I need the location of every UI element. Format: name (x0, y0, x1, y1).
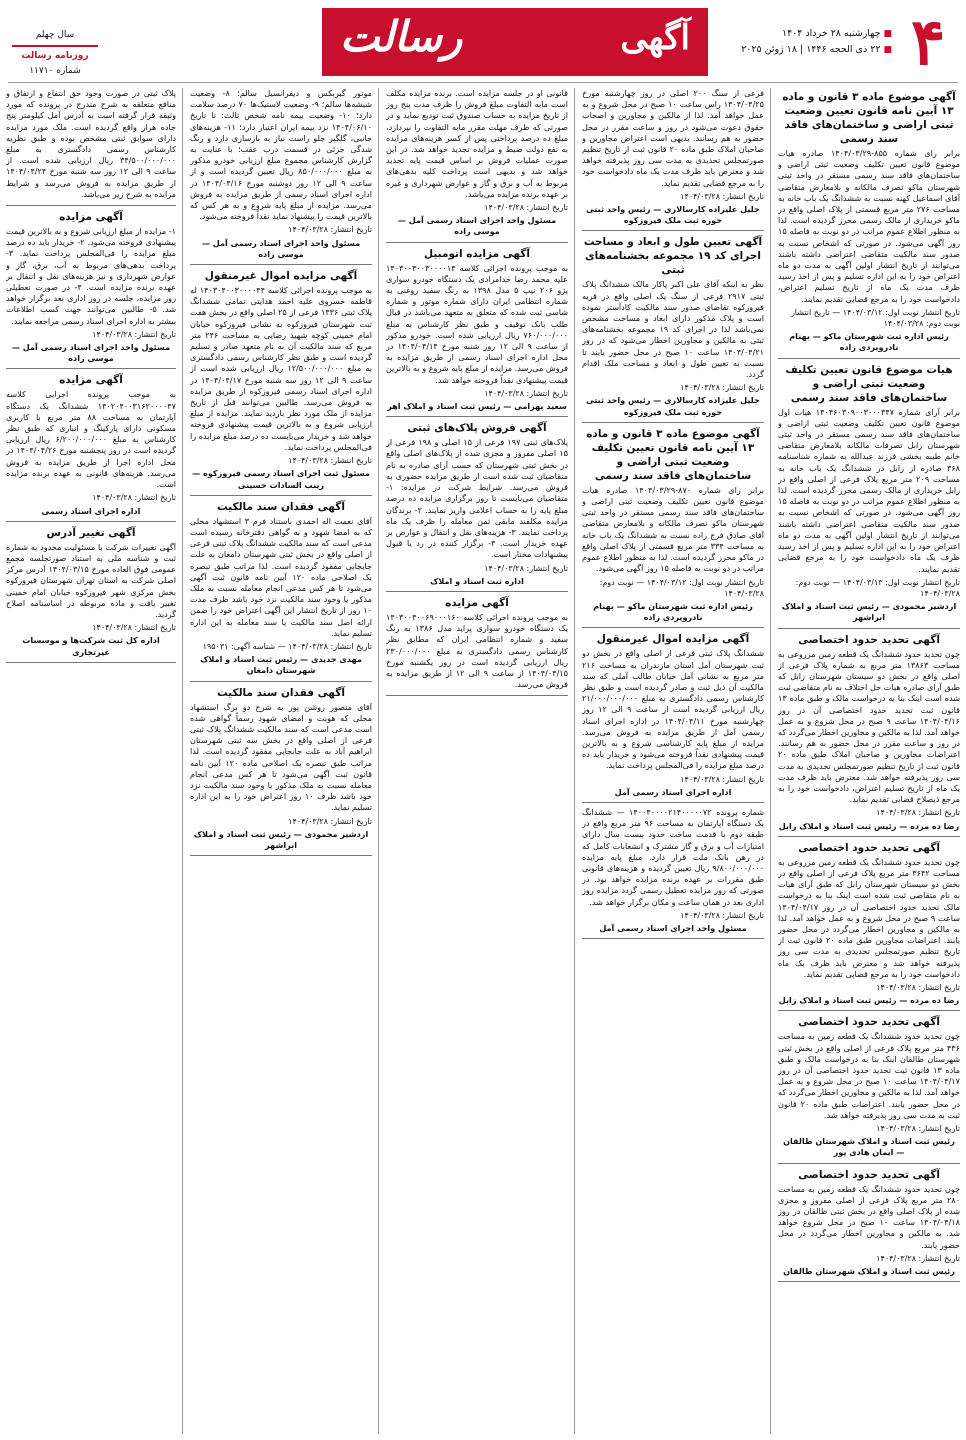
ad-body: آقای نعمت اله احمدی باستناد فرم ۳ استشهاد محلی که به امضا شهود و به گواهی دفترخانه رسیده است مدعی است که سند مالکیت ششدانگ پلاک ثبتی فرعی از اصلی واقع در بخش ثبتی شهرستان دامغان به علت جابجایی مفقود گردیده است. لذا مراتب طبق تبصره یک اصلاحی ماده ۱۲۰ آیین نامه قانون ثبت آگهی می‌شود تا هر کس مدعی انجام معامله نسبت به ملک مذکور یا وجود سند مالکیت نزد خود باشد ظرف مدت ۱۰ روز از تاریخ انتشار این آگهی اعتراض خود را ضمن ارائه اصل سند مالکیت یا سند معامله به این اداره تسلیم نماید. (190, 515, 372, 638)
ad-body: چون تحدید حدود ششدانگ یک قطعه زمین به مساحت ۲۸۰ متر مربع پلاک فرعی از اصلی مفروز و مجزی شده از پلاک اصلی واقع در بخش ثبتی طالقان در روز ۱۴۰۴/۰۴/۱۸ ساعت ۱۰ صبح در محل شروع خواهد شد. به مالکین و مجاورین اخطار می‌گردد در محل حضور یابند. (778, 1183, 960, 1250)
ad-body: چون تحدید حدود ششدانگ یک قطعه زمین به مساحت ۴۳۶ متر مربع پلاک فرعی از اصلی واقع در بخش ثبتی شهرستان طالقان اینک بنا به درخواست مالک و طبق ماده ۱۳ قانون ثبت تحدید حدود اختصاصی آن در روز ۱۴۰۴/۰۴/۱۷ ساعت ۱۰ صبح در محل شروع و به عمل خواهد آمد. لذا به مالکین و مجاورین اخطار می‌گردد که در محل حضور یابند. اعتراضات طبق ماده ۲۰ قانون ثبت به مدت سی روز پذیرفته خواهد شد. (778, 1031, 960, 1120)
ad-body: پلاک‌های ثبتی ۱۹۷ فرعی از ۱۵ اصلی و ۱۹۸ فرعی از ۱۵ اصلی مفروز و مجزی شده از پلاک‌های اصلی واقع در بخش ثبتی شهرستان که حسب آرای صادره به نام متقاضیان ثبت شده است از طریق مزایده حضوری به فروش می‌رسد. شرایط شرکت در مزایده: ۱- متقاضیان می‌بایست تا روز برگزاری مزایده ده درصد مبلغ پایه را به حساب اعلامی واریز نمایند. ۲- برندگان مزایده مکلفند مابقی ثمن معامله را ظرف یک ماه پرداخت نمایند. ۳- هزینه‌های نقل و انتقال و عوارض بر عهده خریدار است. ۴- برگزار کننده در رد یا قبول پیشنهادات مختار است. (386, 437, 568, 560)
ad-block (778, 363, 960, 629)
ad-body: برابر رای شماره ۸۵۵-۱۴۰۴/۰۳/۲۹ صادره هیات موضوع قانون تعیین تکلیف وضعیت ثبتی اراضی و ساختمان‌های فاقد سند رسمی مستقر در واحد ثبتی شهرستان ماکو تصرف مالکانه و بلامعارض متقاضی آقای اسماعیل کهنه نسبت به ششدانگ یک باب خانه به مساحت ۲۷۶ متر مربع قسمتی از پلاک اصلی واقع در ماکو خریداری از مالک رسمی محرز گردیده است. لذا به منظور اطلاع عموم مراتب در دو نوبت به فاصله ۱۵ روز آگهی می‌شود. در صورتی که اشخاص نسبت به صدور سند مالکیت متقاضی اعتراضی داشته باشند می‌توانند از تاریخ انتشار اولین آگهی به مدت دو ماه اعتراض خود را به این اداره تسلیم و پس از اخذ رسید ظرف مدت یک ماه از تاریخ تسلیم اعتراض، دادخواست خود را به مرجع قضایی تقدیم نمایند. (778, 148, 960, 304)
ad-date: تاریخ انتشار: ۱۴۰۴/۰۳/۲۸ (876, 983, 960, 992)
ad-title: آگهی مزایده (445, 596, 509, 609)
ad-block (6, 373, 176, 521)
ad-date: تاریخ انتشار: ۱۴۰۴/۰۳/۲۸ (876, 1124, 960, 1134)
ad-title: آگهی تغییر آدرس (46, 526, 136, 539)
ad-body: به موجب پرونده اجرائی کلاسه ۱۴۰۳۰۰۴۰۰۶۹۰۰۰۱۶۰ یک دستگاه خودرو سواری پراید مدل ۱۳۸۶ به رنگ سفید و شماره انتظامی ایران که مطابق نظر کارشناس رسمی دادگستری به مبلغ ۲۳۰/۰۰۰/۰۰۰ ریال ارزیابی گردیده است در روز یکشنبه مورخ ۱۴۰۴/۰۴/۱۵ از ساعت ۹ الی ۱۲ از طریق مزایده به فروش می‌رسد. (386, 611, 568, 690)
newspaper-logo: رسالت (340, 12, 463, 61)
ad-block (582, 807, 764, 939)
ad-title: هیات موضوع قانون تعیین تکلیف وضعیت ثبتی اراضی و ساختمان‌های فاقد سند رسمی (785, 363, 953, 404)
ad-body: به موجب پرونده اجرائی کلاسه ۱۴۰۳۰۴۰۰۳۰۰۰۰۴۴ له قاطمه خسروی علیه احمد هدایتی تمامی ششدانگ پلاک ثبتی ۱۴۳۶ فرعی از ۲۵ اصلی واقع در بخش هفت ثبت شهرستان فیروزکوه به نشانی فیروزکوه خیابان امام خمینی کوچه شهید رضایی به مساحت ۲۴۶ متر مربع که سند مالکیت آن به نام متعهد صادر و تسلیم گردیده است و طبق نظر کارشناس رسمی دادگستری به مبلغ ۱۲/۵۰۰/۰۰۰/۰۰۰ ریال ارزیابی شده است از ساعت ۹ الی ۱۲ روز سه شنبه مورخ ۱۴۰۴/۰۴/۱۷ در اداره اجرای اسناد رسمی فیروزکوه از طریق مزایده به فروش می‌رسد. طالبین می‌توانند قبل از تاریخ مزایده از ملک مورد نظر بازدید نمایند. مزایده از مبلغ ارزیابی شروع و به بالاترین قیمت پیشنهادی فروخته خواهد شد و خریدار می‌بایست ده درصد مبلغ مزایده را فی‌المجلس پرداخت نماید. (190, 285, 372, 452)
ad-body: به موجب پرونده اجرایی کلاسه ۱۴۰۲۰۴۰۰۳۱۶۲۰۰۰۰۴۷ ششدانگ یک دستگاه آپارتمان به مساحت ۸۸ متر مربع با کاربری مسکونی دارای پارکینگ و انباری که طبق نظر کارشناس به مبلغ ۶/۲۰۰/۰۰۰/۰۰۰ ریال ارزیابی گردیده است در روز پنجشنبه مورخ ۱۴۰۴/۰۴/۲۶ در محل اداره اجرا از طریق مزایده به فروش می‌رسد. هزینه‌های قانونی به عهده برنده مزایده است. (6, 389, 176, 490)
ad-signature: رضا ده مرده — رئیس ثبت اسناد و املاک زابل (778, 995, 960, 1006)
ad-signature: سعید بهرامی — رئیس ثبت اسناد و املاک اهر (387, 401, 567, 412)
ad-date: تاریخ انتشار: ۱۴۰۴/۰۳/۲۸ (92, 493, 176, 503)
ad-title: آگهی فقدان سند مالکیت (217, 500, 345, 513)
edition-box (12, 28, 98, 76)
ad-signature: رئیس ثبت اسناد و املاک شهرستان طالقان — ایمان هادی پور (783, 1136, 955, 1158)
newspaper-header (0, 0, 966, 82)
edition-brand: روزنامه رسالت (21, 51, 89, 61)
ad-block (386, 421, 568, 592)
ad-body: ۱- مزایده از مبلغ ارزیابی شروع و به بالاترین قیمت پیشنهادی فروخته می‌شود. ۲- خریدار باید ده درصد مبلغ مزایده را فی‌المجلس پرداخت نماید. ۳- پرداخت بدهی‌های مربوط به آب، برق، گاز و عوارض شهرداری و نیز هزینه‌های نقل و انتقال بر عهده برنده مزایده است. ۴- در صورت تعطیلی روز مزایده، جلسه در روز اداری بعد برگزار خواهد شد. ۵- طالبین می‌توانند جهت کسب اطلاعات بیشتر به اداره اجرای اسناد رسمی مراجعه نمایند. (6, 226, 176, 326)
ad-title: آگهی تحدید حدود اختصاصی (798, 841, 940, 854)
ad-body: آگهی تغییرات شرکت با مسئولیت محدود به شماره ثبت و شناسه ملی به استناد صورتجلسه مجمع عمومی فوق العاده مورخ ۱۴۰۴/۰۳/۱۵ آدرس مرکز اصلی شرکت به استان تهران شهرستان فیروزکوه بخش مرکزی شهر فیروزکوه خیابان امام خمینی تغییر یافت و ماده مربوطه در اساسنامه اصلاح گردید. (6, 541, 176, 619)
ad-signature: اداره اجرای اسناد رسمی (41, 505, 141, 516)
ad-body: شماره پرونده ۱۴۰۰۴۰۰۰۰۲۱۴۰۰۰۰۰۷۲ — ششدانگ یک دستگاه آپارتمان به مساحت ۹۶ متر مربع واقع در طبقه دوم با قدمت ساخت حدود بیست سال دارای امتیازات آب و برق و گاز مشترک و انشعابات کامل که در رهن بانک ملت قرار دارد. مبلغ پایه مزایده ۹/۸۰۰/۰۰۰/۰۰۰ ریال تعیین گردیده و هزینه‌های قانونی طبق مقررات بر عهده برنده مزایده خواهد بود. در صورتی که روز مزایده تعطیل رسمی گردد مزایده روز اداری بعد در همان ساعت و مکان برگزار خواهد شد. (582, 806, 764, 907)
bullet-icon: ■ (883, 29, 892, 39)
ad-date: تاریخ انتشار: ۱۴۰۴/۰۳/۲۸ (484, 388, 568, 398)
ad-signature: اداره کل ثبت شرکت‌ها و موسسات غیرتجاری (22, 635, 160, 657)
ad-body: فرعی از سنگ ۲۰۰ اصلی در روز چهارشنبه مورخ ۱۴۰۴/۰۴/۲۵ راس ساعت ۱۰ صبح در محل شروع و به عمل خواهد آمد. لذا از مالکین و مجاورین و اصحاب حقوق دعوت می‌شود در روز و ساعت مقرر در محل حضور به هم رسانند. بدیهی است اعتراض مجاورین و صاحبان املاک طبق ماده ۲۰ قانون ثبت از تاریخ تنظیم صورتمجلس تحدیدی به مدت سی روز پذیرفته خواهد شد و معترض باید ظرف مدت یک ماه دادخواست خود را به مرجع قضایی تقدیم نماید. (582, 88, 764, 188)
ad-date: تاریخ انتشار: ۱۴۰۴/۰۳/۲۸ (92, 623, 176, 633)
ad-date: تاریخ انتشار: ۱۴۰۴/۰۳/۲۸ (484, 203, 568, 213)
ad-body: قانونی او در جلسه مزایده است. برنده مزایده مکلف است مابه التفاوت مبلغ فروش را ظرف مدت پنج روز از تاریخ مزایده به حساب صندوق ثبت تودیع نماید و در صورتی که ظرف مهلت مقرر مابه التفاوت را نپردازد، مبلغ ده درصد پرداختی پس از کسر هزینه‌های مزایده به نفع دولت ضبط و مزایده تجدید خواهد شد. در این صورت عملیات فروش بر اساس قیمت پایه تجدید خواهد شد و بدیهی است پرداخت کلیه بدهی‌های مربوط به آب و برق و گاز و عوارض شهرداری و غیره بر عهده برنده مزایده می‌باشد. (386, 88, 568, 199)
ad-signature: رئیس ثبت اسناد و املاک شهرستان طالقان (783, 1266, 955, 1277)
ad-body: آقای منصور روشن پور به شرح دو برگ استشهاد محلی که هویت و امضای شهود رسماً گواهی شده است مدعی است که سند مالکیت ششدانگ پلاک ثبتی فرعی از اصلی واقع در بخش سه ثبتی شهرستان ابراهیم آباد به علت جابجایی مفقود گردیده است. لذا مراتب طبق تبصره یک اصلاحی ماده ۱۲۰ آیین نامه قانون ثبت آگهی می‌شود تا هر کس مدعی انجام معامله نسبت به ملک مذکور یا وجود سند مالکیت نزد خود باشد ظرف ۱۰ روز اعتراض خود را به این اداره تسلیم نماید. (190, 701, 372, 813)
edition-number: شماره ۱۱۷۱۰ (29, 66, 81, 76)
ad-body: به موجب پرونده اجرائی کلاسه ۱۴۰۳۰۰۴۰۰۳۰۰۰۰۱۴ علیه محمد رضا خدامرادی یک دستگاه خودرو سواری پژو ۲۰۶ تیپ ۵ مدل ۱۳۹۸ به رنگ سفید روغنی به شماره انتظامی ایران دارای شماره موتور و شماره شاسی ثبت شده که متعلق به متعهد می‌باشد در قبال طلب بانک توقیف و طبق نظر کارشناس به مبلغ ۷۶۰/۰۰۰/۰۰۰ ریال ارزیابی شده است. خودرو مذکور از ساعت ۹ الی ۱۲ روز شنبه مورخ ۱۴۰۴/۰۴/۱۴ در محل اداره اجرای اسناد رسمی از طریق مزایده به فروش می‌رسد. مزایده از مبلغ پایه شروع و به بالاترین قیمت پیشنهادی نقداً فروخته خواهد شد. (386, 262, 568, 385)
date-block (693, 5, 958, 80)
ad-date: تاریخ انتشار نوبت اول: ۱۴۰۴/۰۳/۱۲ — تاریخ انتشار نوبت دوم: ۱۴۰۴/۰۳/۲۸ (790, 307, 960, 329)
ad-block (6, 210, 176, 369)
ad-body: موتور گیربکس و دیفرانسیل سالم؛ ۸- وضعیت شیشه‌ها سالم؛ ۹- وضعیت لاستیک‌ها ۷۰ درصد سلامت دارد؛ ۱۰- وضعیت بیمه نامه شخص ثالث: تا تاریخ ۱۴۰۴/۰۶/۱۰ نزد بیمه ایران اعتبار دارد؛ ۱۱- هزینه‌های جانبی، گلگیر جلو راست نیاز به بازسازی دارد و رنگ شدگی جزئی در قسمت درب عقب؛ با عنایت به گزارش کارشناس مجموع مبلغ ارزیابی خودرو مذکور به مبلغ ۸۵۰/۰۰۰/۰۰۰ ریال تعیین گردیده است و از ساعت ۹ الی ۱۲ روز دوشنبه مورخ ۱۴۰۴/۰۴/۱۶ در اداره اجرای اسناد رسمی از طریق مزایده به فروش می‌رسد. مزایده از مبلغ پایه شروع و به هر کس که بالاترین قیمت را پیشنهاد نماید نقداً فروخته می‌شود. (190, 88, 372, 222)
column-divider (574, 88, 575, 1434)
bullet-icon: ■ (883, 45, 892, 55)
ad-block (778, 1015, 960, 1163)
ad-block (6, 526, 176, 663)
ad-block (582, 427, 764, 628)
column-divider (378, 88, 379, 1434)
column-1 (778, 88, 960, 1434)
ad-block (582, 88, 764, 231)
ad-signature: مهدی جدیدی — رئیس ثبت اسناد و املاک شهرستان دامغان (200, 654, 362, 676)
ad-title: آگهی موضوع ماده ۳ قانون و ماده ۱۳ آیین نامه قانون تعیین تکلیف وضعیت ثبتی اراضی و ساختمان‌های فاقد سند رسمی (586, 427, 760, 482)
ad-body: چون تحدید حدود ششدانگ یک قطعه زمین مزروعی به مساحت ۳۶۴۲ متر مربع پلاک فرعی از اصلی واقع در بخش دو سیستان شهرستان زابل که طبق آرای هیات به نام متقاضی ثبت شده است اینک بنا به درخواست مالک تحدید حدود اختصاصی آن در روز ۱۴۰۴/۰۴/۱۷ ساعت ۹ صبح در محل شروع و به عمل خواهد آمد. لذا به مالکین و مجاورین اخطار می‌گردد در محل حضور یابند. اعتراضات مجاورین طبق ماده ۲۰ قانون ثبت از تاریخ تنظیم صورتمجلس تحدیدی به مدت سی روز پذیرفته خواهد شد و معترض باید ظرف یک ماه دادخواست خود را به مرجع قضایی تقدیم نماید. (778, 856, 960, 979)
ad-block (386, 88, 568, 243)
ad-title: آگهی مزایده اموال غیرمنقول (596, 633, 750, 646)
ad-date: تاریخ انتشار: ۱۴۰۴/۰۳/۲۸ (680, 910, 764, 920)
date-line-1: چهارشنبه ۲۸ خرداد ۱۴۰۴ (782, 28, 881, 39)
section-banner (322, 8, 708, 76)
date-line-2: ۲۲ ذی الحجه ۱۴۴۶ | ۱۸ ژوئن ۲۰۲۵ (741, 44, 881, 55)
ad-signature: جلیل علیزاده کارسالاری — رئیس واحد ثبتی حوزه ثبت ملک فیروزکوه (586, 395, 760, 417)
ad-block (778, 841, 960, 1012)
ad-date: تاریخ انتشار: ۱۴۰۴/۰۳/۲۸ (876, 1253, 960, 1263)
ad-signature: مسئول ثبت اجرای اسناد رسمی فیروزکوه — زینب السادات حسینی (192, 468, 370, 490)
ad-signature: اردشیر محمودی — رئیس ثبت اسناد و املاک ابراشهر (781, 601, 957, 623)
ad-block (190, 269, 372, 496)
section-title: آگهی (620, 18, 690, 58)
column-4 (190, 88, 372, 1434)
ad-date: تاریخ انتشار: ۱۴۰۴/۰۳/۲۸ (288, 816, 372, 826)
ad-date: تاریخ انتشار: ۱۴۰۴/۰۳/۲۸ (876, 808, 960, 818)
column-2 (582, 88, 764, 1434)
ad-date: تاریخ انتشار: ۱۴۰۴/۰۳/۲۸ (680, 774, 764, 784)
ad-block (190, 500, 372, 682)
ad-body: ششدانگ پلاک ثبتی فرعی از اصلی واقع در بخش دو ثبت شهرستان آمل استان مازندران به مساحت ۲۱۶ متر مربع به نشانی آمل خیابان طالب آملی که سند مالکیت آن ذیل ثبت و صادر گردیده است و طبق نظر کارشناس رسمی دادگستری به مبلغ ۲۱/۰۰۰/۰۰۰/۰۰۰ ریال ارزیابی گردیده است از ساعت ۹ الی ۱۲ روز چهارشنبه مورخ ۱۴۰۴/۰۴/۱۱ در اداره اجرای اسناد رسمی آمل از طریق مزایده به فروش می‌رسد. مزایده از مبلغ پایه کارشناسی شروع و به بالاترین قیمت پیشنهادی نقداً فروخته می‌شود و خریدار باید ده درصد مبلغ مزایده را فی‌المجلس پرداخت نماید. (582, 648, 764, 771)
ad-signature: رضا ده مرده — رئیس ثبت اسناد و املاک زابل (778, 820, 960, 831)
ad-signature: مسئول واحد اجرای اسناد رسمی آمل — موسی زاده (397, 215, 557, 237)
ad-signature: مسئول واحد اجرای اسناد رسمی آمل — موسی زاده (11, 342, 171, 364)
ad-body: چون تحدید حدود ششدانگ یک قطعه زمین مزروعی به مساحت ۱۳۸۶۳ متر مربع به شماره پلاک فرعی از اصلی واقع در بخش دو سیستان شهرستان زابل که طبق آرای صادره هیات حل اختلاف به نام متقاضی ثبت شده است اینک بنا به درخواست مالک و طبق ماده ۱۳ قانون ثبت تحدید حدود اختصاصی آن در روز ۱۴۰۴/۰۴/۱۶ ساعت ۹ صبح در محل شروع و به عمل خواهد آمد. لذا به مالکین و مجاورین اخطار می‌گردد که در روز و ساعت مقرر در محل حضور به هم رسانند. اعتراضات مجاورین و صاحبان املاک طبق ماده ۲۰ قانون ثبت از تاریخ تنظیم صورتمجلس تحدیدی به مدت سی روز پذیرفته خواهد شد. معترض باید ظرف مدت یک ماه از تاریخ تسلیم اعتراض، دادخواست خود را به مرجع ذیصلاح قضایی تقدیم نماید. (778, 648, 960, 805)
ad-signature: اداره اجرای اسناد رسمی آمل (614, 786, 732, 797)
ad-signature: اردشیر محمودی — رئیس ثبت اسناد و املاک ابراشهر (193, 828, 369, 850)
divider (12, 45, 98, 47)
ad-date: تاریخ انتشار: ۱۴۰۴/۰۳/۲۸ (92, 329, 176, 339)
ad-title: آگهی تعیین طول و ابعاد و مساحت اجرای کد ۱۹ مجموعه بخشنامه‌های ثبتی (583, 236, 763, 277)
ad-block (190, 88, 372, 265)
ad-body: پلاک ثبتی در صورت وجود حق انتفاع و ارتفاق و منافع متعلقه به شرح مندرج در پرونده که مورد وثیقه قرار گرفته است به آدرس آمل کیلومتر پنج جاده هراز واقع گردیده است. ملک مورد مزایده دارای سوابق ثبتی مشخص بوده و طبق نظریه کارشناس رسمی دادگستری به مبلغ ۳۴/۵۰۰/۰۰۰/۰۰۰ ریال ارزیابی شده است. از ساعت ۹ الی ۱۲ روز سه شنبه مورخ ۱۴۰۴/۰۴/۲۴ از طریق مزایده به فروش می‌رسد و شرایط مزایده به شرح زیر می‌باشد. (6, 88, 176, 199)
date-lines (692, 26, 892, 58)
ad-block (778, 1168, 960, 1283)
ads-columns (6, 88, 960, 1434)
ad-block (6, 88, 176, 206)
edition-year: سال چهلم (35, 30, 75, 40)
ad-title: آگهی موضوع ماده ۳ قانون و ماده ۱۳ آیین نامه قانون تعیین وضعیت ثبتی اراضی و ساختمان‌های فاقد سند رسمی (782, 91, 956, 145)
ad-block (778, 90, 960, 359)
ad-body: برابر رای شماره ۸۷۰-۱۴۰۴/۰۳/۲۹ صادره هیات موضوع قانون تعیین تکلیف وضعیت ثبتی اراضی و ساختمان‌های فاقد سند رسمی مستقر در واحد ثبتی شهرستان ماکو تصرف مالکانه و بلامعارض متقاضی آقای صادق فرج زاده نسبت به ششدانگ یک باب خانه به مساحت ۳۳۴ متر مربع قسمتی از پلاک اصلی واقع در ماکو محرز گردیده است. لذا به منظور اطلاع عموم مراتب در دو نوبت به فاصله ۱۵ روز آگهی می‌شود. (582, 484, 764, 574)
ad-date: تاریخ انتشار: ۱۴۰۴/۰۳/۲۸ (680, 383, 764, 393)
ad-title: آگهی فقدان سند مالکیت (217, 686, 345, 699)
ad-title: آگهی مزایده اتومبیل (424, 247, 530, 260)
ad-block (386, 596, 568, 696)
ad-block (582, 632, 764, 803)
ad-date: تاریخ انتشار: ۱۴۰۴/۰۳/۲۸ (680, 191, 764, 201)
ad-title: آگهی فروش پلاک‌های ثبتی (407, 422, 547, 435)
ad-date: تاریخ انتشار نوبت اول: ۱۴۰۴/۰۳/۱۲ — نوبت دوم: ۱۴۰۴/۰۳/۲۸ (599, 577, 764, 598)
ad-title: آگهی مزایده (59, 374, 123, 387)
ad-body: نظر به اینکه آقای علی اکبر پاکار مالک ششدانگ پلاک ثبتی ۲۹۱۷ فرعی از سنگ یک اصلی واقع در قریه فیروزکوه تقاضای صدور سند مالکیت کادآستر نموده است و پلاک مذکور دارای ابعاد و مساحت مشخص نمی‌باشد لذا در اجرای کد ۱۹ مجموعه بخشنامه‌های ثبتی به مالکین و مجاورین اخطار می‌شود که در روز ۱۴۰۴/۰۴/۲۱ ساعت ۱۰ صبح در محل حضور یابند تا نسبت به تعیین طول و ابعاد و مساحت ملک اقدام گردد. (582, 279, 764, 380)
ad-signature: مسئول واحد اجرای اسناد رسمی آمل — موسی زاده (201, 237, 361, 259)
ad-date: تاریخ انتشار: ۱۴۰۴/۰۳/۲۸ (484, 563, 568, 573)
column-3 (386, 88, 568, 1434)
page-number: ۴ (910, 5, 946, 80)
ad-block (190, 686, 372, 857)
ad-date: تاریخ انتشار: ۱۴۰۴/۰۳/۲۸ (288, 225, 372, 235)
ad-title: آگهی تحدید حدود اختصاصی (798, 1168, 940, 1181)
ad-signature: اداره ثبت اسناد و املاک (430, 575, 524, 586)
ad-title: آگهی مزایده (59, 211, 123, 224)
ad-signature: جلیل علیزاده کارسالاری — رئیس واحد ثبتی حوزه ثبت ملک فیروزکوه (586, 204, 760, 226)
ad-date: تاریخ انتشار نوبت اول: ۱۴۰۴/۰۳/۱۳ — نوبت دوم: ۱۴۰۴/۰۳/۲۸ (795, 577, 960, 598)
ad-block (386, 247, 568, 418)
ad-title: آگهی تحدید حدود اختصاصی (798, 633, 940, 646)
ad-block (778, 633, 960, 837)
ad-signature: مسئول واحد اجرای اسناد رسمی آمل (599, 922, 747, 933)
column-divider (770, 88, 771, 1434)
divider (8, 82, 958, 83)
column-5 (6, 88, 176, 1434)
ad-title: آگهی مزایده اموال غیرمنقول (204, 270, 358, 283)
ad-signature: رئیس اداره ثبت شهرستان ماکو — بهنام نادرویردی زاده (593, 600, 753, 623)
column-divider (182, 88, 183, 1434)
ad-title: آگهی تحدید حدود اختصاصی (798, 1016, 940, 1029)
ad-block (582, 235, 764, 422)
ad-date: تاریخ انتشار: ۱۴۰۴/۰۳/۲۸ — شناسه آگهی: ۱۹۵۰۳۱ (202, 641, 372, 651)
ad-date: تاریخ انتشار: ۱۴۰۴/۰۳/۲۸ (288, 456, 372, 466)
ad-body: برابر آرای شماره ۱۴۰۴۶۰۳۰۹۰۰۳۰۰۰۳۴۷ هیات اول موضوع قانون تعیین تکلیف وضعیت ثبتی اراضی و ساختمان‌های فاقد سند رسمی مستقر در واحد ثبتی شهرستان زابل تصرفات مالکانه بلامعارض متقاضی خانم طیبه بخشی فرزند عبدالله به شماره شناسنامه ۳۶۸ صادره از زابل در ششدانگ یک باب خانه به مساحت ۲۰۹ متر مربع پلاک فرعی از اصلی واقع در زابل خریداری از مالک رسمی محرز گردیده است. لذا به منظور اطلاع عموم مراتب در دو نوبت به فاصله ۱۵ روز آگهی می‌شود. در صورتی که اشخاص نسبت به صدور سند مالکیت متقاضی اعتراضی داشته باشند می‌توانند از تاریخ انتشار اولین آگهی به مدت دو ماه اعتراض خود را به این اداره تسلیم و پس از اخذ رسید ظرف یک ماه دادخواست خود را به مرجع قضایی تقدیم نمایند. (778, 406, 960, 574)
ad-signature: رئیس اداره ثبت شهرستان ماکو — بهنام نادرویردی زاده (789, 331, 949, 353)
